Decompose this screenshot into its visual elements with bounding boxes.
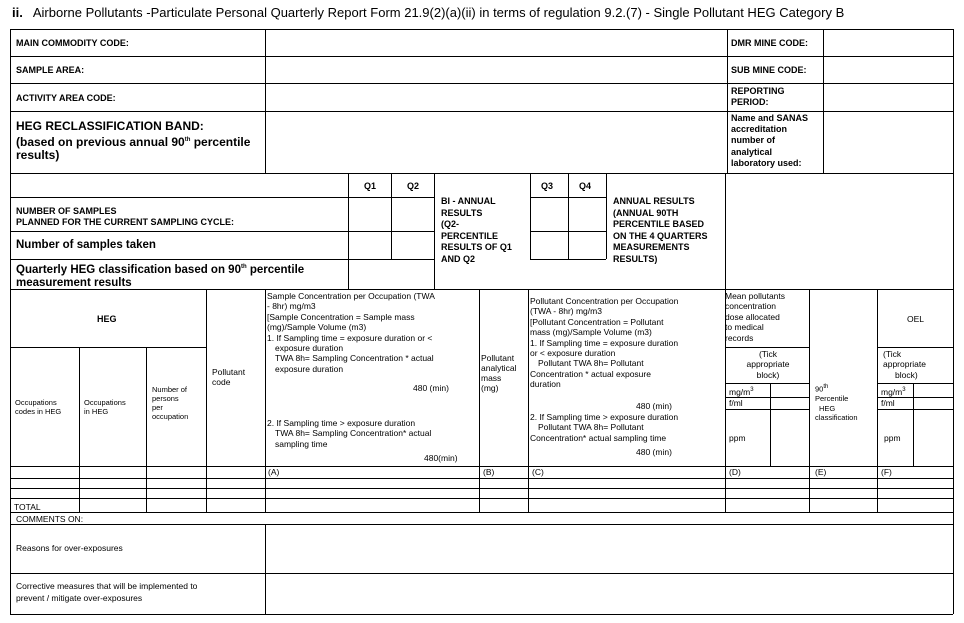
q3-header: Q3 [541,181,554,191]
bi-annual-results-label [441,196,512,265]
quarterly-classification-label [16,261,304,290]
occ-codes-line-2: codes in HEG [15,407,62,416]
pc-divisor-1: 480 (min) [636,401,672,411]
sanas-line-1: Name and SANAS [731,113,809,123]
pollutant-code-line-1: Pollutant [212,367,246,377]
sanas-label [731,113,808,169]
pollutant-analytical-mass-header [481,353,516,393]
occ-line-2: in HEG [84,407,109,416]
tick-mean-line-3: block) [756,369,780,380]
pollutant-code-header [212,367,245,387]
bi-line-5: RESULTS OF Q1 [441,242,512,252]
sc-line-12: sampling time [275,438,328,449]
oel-unit-mgm3-text: mg/m [881,386,903,397]
quarterly-line-2: measurement results [16,276,132,289]
p90-line-3: HEG [819,403,836,413]
form-title-number: ii. [12,5,23,20]
oel-unit-sup: 3 [902,387,906,393]
mean-line-4: to medical [725,322,764,333]
quarterly-line-1 [16,261,304,277]
persons-line-3: per [152,403,163,412]
oel-unit-fml: f/ml [881,398,895,408]
tick-oel-line-2: appropriate [883,359,927,370]
oel-unit-mgm3 [881,385,906,397]
annual-line-1: ANNUAL RESULTS [613,196,695,206]
bi-line-2: RESULTS [441,207,483,218]
mean-line-2: concentration [725,301,777,312]
column-f-label: (F) [881,467,892,477]
tick-oel-line-1: (Tick [883,349,902,359]
corrective-measures-label [16,581,197,604]
reporting-line-1: REPORTING [731,86,785,96]
main-commodity-code-label: MAIN COMMODITY CODE: [16,38,129,48]
tick-block-oel [883,349,926,380]
sc-line-6: exposure duration [275,343,344,354]
heg-header: HEG [97,314,117,324]
pc-line-1: Pollutant Concentration per Occupation [530,296,679,306]
reasons-over-exposures-label: Reasons for over-exposures [16,543,123,553]
annual-line-2: (ANNUAL 90TH [613,207,679,218]
p90-line-4: classification [815,413,858,422]
sc-divisor-1: 480 (min) [413,383,449,393]
q2-header: Q2 [407,181,420,191]
persons-line-1: Number of [152,385,188,394]
pc-line-9: duration [530,379,561,390]
pc-line-5: 1. If Sampling time = exposure duration [530,337,679,348]
pc-line-7: Pollutant TWA 8h= Pollutant [538,358,644,369]
quarterly-sup: th [240,264,247,270]
annual-results-label [613,196,708,265]
pc-divisor-2: 480 (min) [636,447,672,457]
heg-band-sup: th [184,136,191,143]
occupations-header [84,398,126,416]
sc-line-2: - 8hr) mg/m3 [267,301,316,312]
mean-unit-sup: 3 [750,387,754,393]
mean-pollutants-header [725,291,785,343]
pollutant-concentration-case-2 [530,412,678,443]
mean-unit-fml: f/ml [729,398,743,408]
p90-line-1 [815,383,858,394]
heg-band-label [16,120,250,163]
column-c-label: (C) [532,467,544,477]
corrective-line-2: prevent / mitigate over-exposures [16,592,143,603]
q1-header: Q1 [364,181,377,191]
total-row-label: TOTAL [14,502,41,512]
quarterly-line-1a: Quarterly HEG classification based on 90 [16,263,241,276]
sc-line-5: 1. If Sampling time = exposure duration or < [267,332,433,343]
pam-line-3: mass [481,373,502,383]
annual-line-6: RESULTS) [613,253,658,264]
tick-oel-line-3: block) [895,369,918,380]
sc-line-7: TWA 8h= Sampling Concentration * actual [275,353,434,364]
column-b-label: (B) [483,467,495,477]
occ-codes-line-1: Occupations [15,398,57,407]
pc-line-3: [Pollutant Concentration = Pollutant [530,316,664,327]
mean-line-1: Mean pollutants [725,291,786,301]
sample-concentration-case-2 [267,418,431,449]
persons-per-occupation-header [152,385,188,421]
mean-unit-mgm3-text: mg/m [729,386,751,397]
pam-line-4: (mg) [481,383,499,393]
sc-line-1: Sample Concentration per Occupation (TWA [267,291,435,301]
sc-line-10: 2. If Sampling time > exposure duration [267,418,416,428]
activity-area-code-label: ACTIVITY AREA CODE: [16,93,116,103]
p90-line-2: Percentile [815,394,849,403]
mean-line-3: dose allocated [725,311,780,322]
mean-unit-mgm3 [729,385,754,397]
occ-line-1: Occupations [84,398,126,407]
sc-divisor-2: 480(min) [424,453,458,463]
tick-mean-line-1: (Tick [758,349,778,359]
pollutant-concentration-header [530,296,678,390]
planned-line-1: NUMBER OF SAMPLES [16,206,117,216]
percentile-classification-header [815,383,858,423]
heg-band-line-2a: (based on previous annual 90 [16,134,185,149]
sanas-line-4: analytical [731,146,773,157]
sanas-line-5: laboratory used: [731,157,802,168]
corrective-line-1: Corrective measures that will be implemented to [16,581,198,591]
pc-line-2: (TWA - 8hr) mg/m3 [530,306,602,317]
annual-line-4: ON THE 4 QUARTERS [613,230,708,241]
pc-line-4: mass (mg)/Sample Volume (m3) [530,327,652,338]
dmr-mine-code-label: DMR MINE CODE: [731,38,808,48]
annual-line-5: MEASUREMENTS [613,242,690,252]
pc-line-13: Concentration* actual sampling time [530,432,667,443]
sc-line-3: [Sample Concentration = Sample mass [267,311,415,322]
mean-line-5: records [725,332,754,343]
heg-band-line-2b: percentile [190,134,251,149]
oel-header: OEL [907,314,925,324]
planned-samples-label [16,206,234,228]
sanas-line-3: number of [731,135,775,146]
pam-line-2: analytical [481,363,517,373]
bi-line-6: AND Q2 [441,253,476,264]
comments-on-label: COMMENTS ON: [16,514,84,524]
pc-line-6: or < exposure duration [530,348,616,359]
form-title-text: Airborne Pollutants -Particulate Personal Quarterly Report Form 21.9(2)(a)(ii) in terms of regulation 9.2.(7) - Single Pollutant HEG Category B [32,5,845,20]
bi-line-3: (Q2- [441,219,459,229]
tick-mean-line-2: appropriate [746,359,790,370]
oel-unit-ppm: ppm [884,433,901,443]
pam-line-1: Pollutant [481,353,515,363]
mean-unit-ppm: ppm [729,433,746,443]
sanas-line-2: accreditation [731,124,788,135]
heg-band-line-3: results) [16,148,60,162]
persons-line-4: occupation [152,412,189,421]
persons-line-2: persons [152,394,179,403]
pc-line-8: Concentration * actual exposure [530,368,651,379]
sc-line-11: TWA 8h= Sampling Concentration* actual [275,428,432,439]
tick-block-mean [731,349,805,380]
pollutant-code-line-2: code [212,377,231,387]
pc-line-11: 2. If Sampling time > exposure duration [530,412,679,422]
column-d-label: (D) [729,467,741,477]
planned-line-2: PLANNED FOR THE CURRENT SAMPLING CYCLE: [16,217,234,227]
occupation-codes-header [15,398,61,416]
heg-band-line-2 [16,134,250,150]
bi-line-1: BI - ANNUAL [441,196,496,206]
sub-mine-code-label: SUB MINE CODE: [731,65,807,75]
sc-line-8: exposure duration [275,363,344,374]
sample-area-label: SAMPLE AREA: [16,65,85,75]
p90-line-1a: 90 [815,384,824,394]
heg-band-line-1: HEG RECLASSIFICATION BAND: [16,119,204,133]
samples-taken-label: Number of samples taken [16,239,156,251]
annual-line-3: PERCENTILE BASED [613,219,705,229]
sc-line-4: (mg)/Sample Volume (m3) [267,322,367,333]
sample-concentration-header [267,291,435,374]
p90-sup: th [823,384,829,390]
column-a-label: (A) [268,467,280,477]
form-title [12,5,844,20]
q4-header: Q4 [579,181,592,191]
quarterly-line-1b: percentile [246,263,305,276]
column-e-label: (E) [815,467,827,477]
pc-line-12: Pollutant TWA 8h= Pollutant [538,422,644,433]
bi-line-4: PERCENTILE [441,230,499,241]
reporting-line-2: PERIOD: [731,96,769,107]
reporting-period-label [731,86,785,107]
